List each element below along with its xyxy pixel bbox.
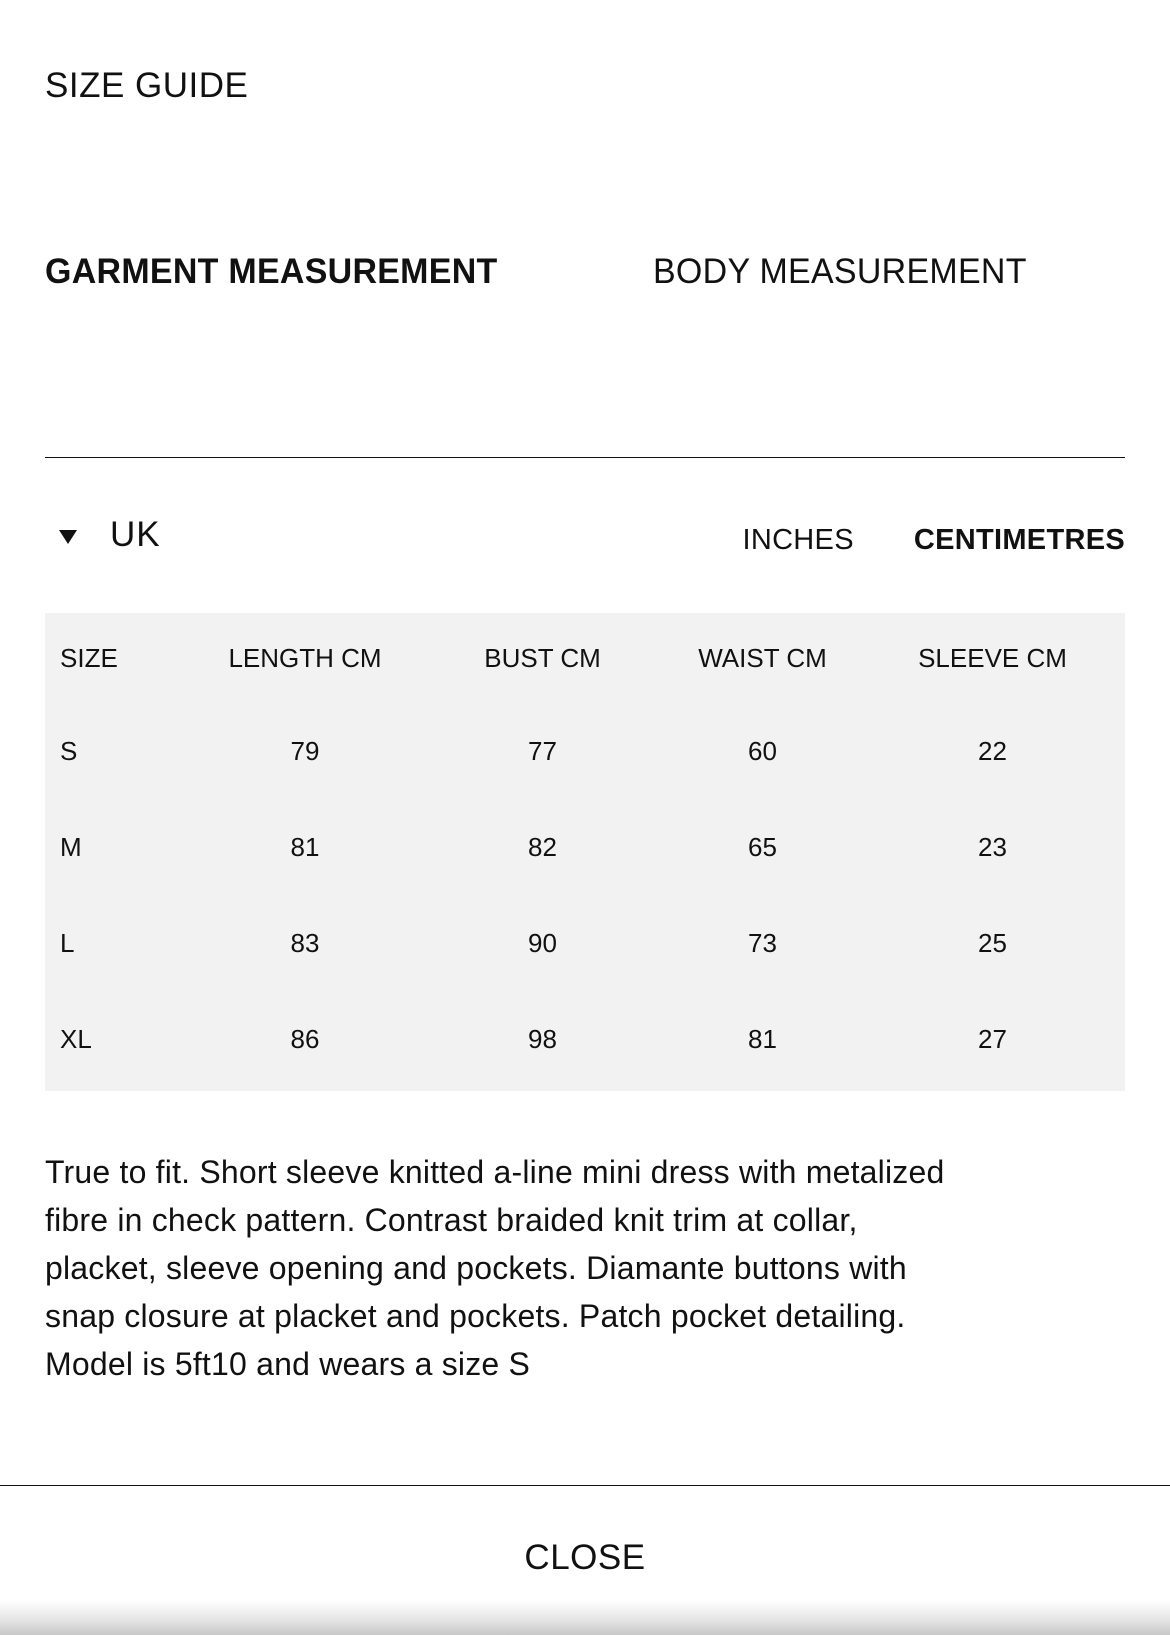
region-dropdown[interactable] [59, 515, 161, 555]
column-header-bust: BUST CM [484, 642, 601, 673]
page-title: SIZE GUIDE [45, 66, 249, 105]
size-controls [45, 515, 1125, 565]
cell-waist: 81 [748, 1023, 777, 1054]
cell-length: 81 [290, 831, 320, 862]
cell-size: L [60, 927, 75, 958]
cell-length: 83 [290, 927, 320, 958]
cell-sleeve: 25 [978, 927, 1007, 958]
tab-body-measurement[interactable]: BODY MEASUREMENT [653, 252, 1027, 291]
cell-bust: 90 [528, 927, 557, 958]
column-header-sleeve: SLEEVE CM [918, 642, 1067, 673]
column-header-size: SIZE [60, 642, 118, 673]
unit-toggle [742, 524, 1125, 557]
cell-length: 79 [290, 735, 320, 766]
table-row [45, 799, 1125, 895]
cell-sleeve: 27 [978, 1023, 1007, 1054]
product-description-scroll[interactable] [45, 1148, 945, 1410]
tabs-divider [45, 457, 1125, 458]
cell-waist: 60 [748, 735, 777, 766]
region-selected-value: UK [110, 515, 161, 554]
close-button[interactable]: CLOSE [0, 1486, 1170, 1634]
cell-bust: 77 [528, 735, 557, 766]
measurement-tabs [45, 252, 1125, 296]
size-table-container [45, 613, 1125, 1091]
product-description: True to fit. Short sleeve knitted a-line mini dress with metalized fibre in check pattern. Contrast braided knit trim at collar, placket, sleeve opening and pockets. Diamante buttons with snap closure at placket and pockets. Patch pocket detailing. Model is 5ft10 and wears a size S [45, 1154, 945, 1382]
table-row [45, 991, 1125, 1087]
tab-garment-measurement[interactable]: GARMENT MEASUREMENT [45, 252, 498, 291]
unit-centimetres-button[interactable]: CENTIMETRES [913, 524, 1125, 556]
cell-length: 86 [290, 1023, 320, 1054]
cell-bust: 98 [528, 1023, 557, 1054]
table-row [45, 703, 1125, 799]
column-header-waist: WAIST CM [698, 642, 827, 673]
table-row [45, 895, 1125, 991]
unit-inches-button[interactable]: INCHES [742, 524, 854, 556]
size-table [45, 613, 1125, 1087]
column-header-length: LENGTH CM [228, 642, 382, 673]
cell-sleeve: 22 [978, 735, 1007, 766]
cell-size: XL [60, 1023, 92, 1054]
table-header-row [45, 613, 1125, 703]
caret-down-icon [59, 530, 77, 544]
cell-size: M [60, 831, 82, 862]
cell-sleeve: 23 [978, 831, 1007, 862]
cell-bust: 82 [528, 831, 557, 862]
cell-waist: 65 [748, 831, 777, 862]
cell-size: S [60, 735, 78, 766]
cell-waist: 73 [748, 927, 777, 958]
